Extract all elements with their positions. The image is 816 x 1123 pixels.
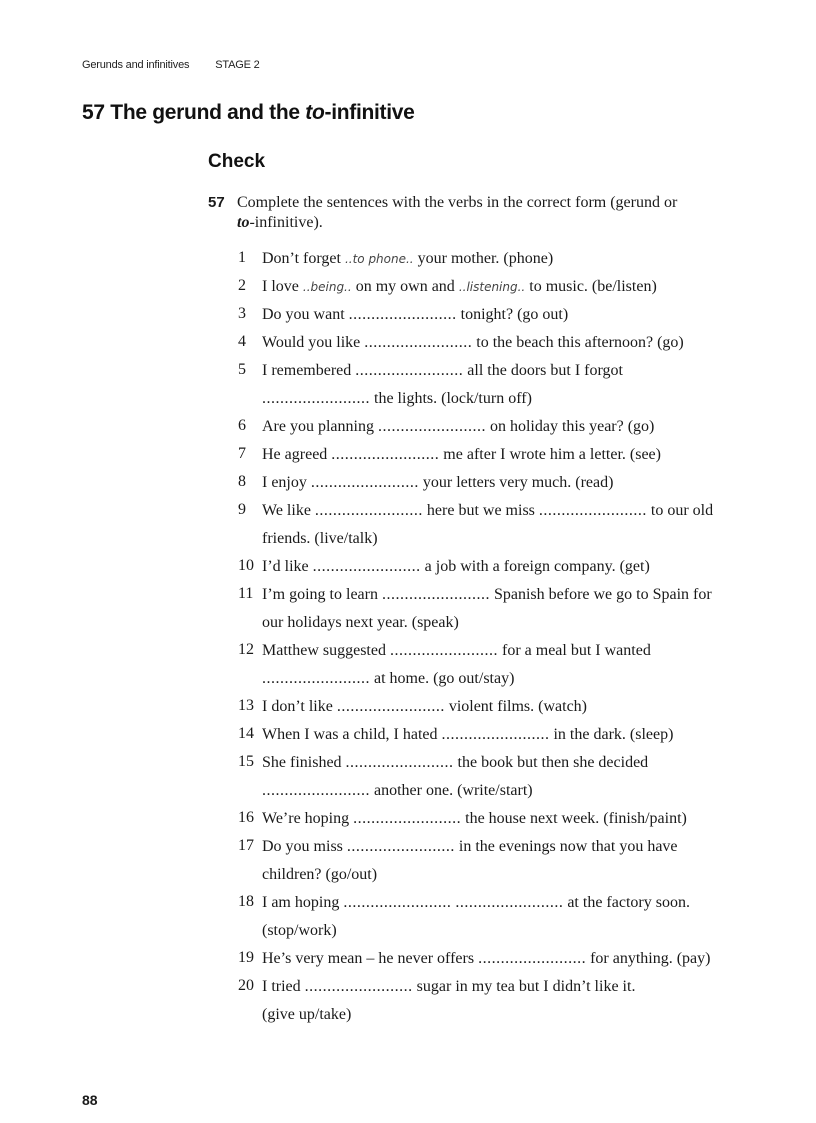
item-text: for anything. (pay) [586,950,711,967]
item-text: I love [262,278,303,295]
item-text: in the dark. (sleep) [549,726,674,743]
item-number: 13 [238,697,254,714]
answer-blank: ........................ [364,334,473,351]
exercise-item [238,893,758,949]
item-text: I’m going to learn [262,586,382,603]
item-text: the lights. (lock/turn off) [370,390,532,407]
answer-blank: ........................ [304,978,413,995]
answer-blank: ........................ [538,502,647,519]
handwritten-answer: ..listening.. [458,280,526,294]
item-text: at the factory soon. [563,894,690,911]
exercise-item [238,837,758,893]
exercise-number: 57 [208,194,225,211]
item-number: 7 [238,445,246,462]
answer-blank: ........................ [455,894,564,911]
item-text: your letters very much. (read) [418,474,614,491]
item-line [262,333,758,361]
item-text: I’d like [262,558,313,575]
item-number: 10 [238,557,254,574]
answer-blank: ........................ [381,586,490,603]
item-text: Matthew suggested [262,642,390,659]
item-number: 20 [238,977,254,994]
item-text: on holiday this year? (go) [485,418,655,435]
answer-blank: ........................ [478,950,587,967]
instruction-line1: Complete the sentences with the verbs in the correct form (gerund or [237,194,678,211]
answer-blank: ........................ [353,810,462,827]
item-text: I remembered [262,362,356,379]
item-number: 4 [238,333,246,350]
item-line [262,837,758,865]
item-number: 18 [238,893,254,910]
exercise-item [238,949,758,977]
item-text: Are you planning [262,418,378,435]
item-text: friends. (live/talk) [262,530,378,547]
item-text: tonight? (go out) [456,306,569,323]
item-line [262,305,758,333]
header-section: Gerunds and infinitives [82,59,190,71]
answer-blank: ........................ [312,558,421,575]
item-text: another one. (write/start) [370,782,533,799]
exercise-item [238,557,758,585]
item-line [262,921,758,949]
exercise-items [238,249,758,1033]
item-number: 6 [238,417,246,434]
exercise-item [238,585,758,641]
item-line [262,1005,758,1033]
exercise-item [238,473,758,501]
item-text: I enjoy [262,474,311,491]
item-number: 8 [238,473,246,490]
item-number: 14 [238,725,254,742]
item-line [262,529,758,557]
item-text: all the doors but I forgot [463,362,623,379]
item-line [262,865,758,893]
item-line [262,613,758,641]
item-line [262,473,758,501]
item-text: sugar in my tea but I didn’t like it. [412,978,636,995]
exercise-item [238,361,758,417]
item-text: your mother. (phone) [413,250,554,267]
item-text: at home. (go out/stay) [370,670,515,687]
item-number: 16 [238,809,254,826]
item-number: 15 [238,753,254,770]
item-line [262,949,758,977]
answer-blank: ........................ [262,782,370,799]
exercise-item [238,445,758,473]
item-number: 17 [238,837,254,854]
answer-blank: ........................ [345,754,454,771]
item-number: 19 [238,949,254,966]
exercise-item [238,753,758,809]
answer-blank: ........................ [262,670,370,687]
item-text: I tried [262,978,305,995]
title-suffix: -infinitive [324,101,415,124]
exercise-instruction [208,193,728,233]
item-text: (give up/take) [262,1006,352,1023]
instruction-text [237,193,728,233]
item-number: 5 [238,361,246,378]
item-line [262,697,758,725]
item-number: 9 [238,501,246,518]
exercise-item [238,501,758,557]
answer-blank: ........................ [346,838,455,855]
item-line [262,445,758,473]
item-text: the house next week. (finish/paint) [461,810,687,827]
item-number: 2 [238,277,246,294]
item-line [262,641,758,669]
running-header [82,59,260,71]
title-prefix: 57 The gerund and the [82,101,306,124]
item-line [262,417,758,445]
item-line [262,977,758,1005]
handwritten-answer: ..to phone.. [344,252,414,266]
page-number: 88 [82,1092,98,1108]
page-title [82,101,415,125]
exercise-item [238,641,758,697]
item-text: in the evenings now that you have [454,838,678,855]
item-line [262,277,758,305]
item-text: Spanish before we go to Spain for [489,586,712,603]
item-text: children? (go/out) [262,866,378,883]
item-text: We’re hoping [262,810,354,827]
item-text: We like [262,502,315,519]
item-text: to music. (be/listen) [525,278,657,295]
item-line [262,389,758,417]
item-text: I am hoping [262,894,344,911]
item-number: 3 [238,305,246,322]
item-text: our holidays next year. (speak) [262,614,459,631]
header-stage: STAGE 2 [215,59,260,71]
title-italic: to [305,101,325,124]
exercise-item [238,249,758,277]
item-line [262,585,758,613]
item-text: Would you like [262,334,365,351]
item-line [262,781,758,809]
exercise-item [238,809,758,837]
item-text: to our old [646,502,714,519]
item-text: He’s very mean – he never offers [262,950,479,967]
instruction-line2: -infinitive). [249,214,323,231]
item-text: me after I wrote him a letter. (see) [439,446,661,463]
answer-blank: ........................ [310,474,419,491]
item-text: on my own and [351,278,459,295]
item-text: I don’t like [262,698,337,715]
answer-blank: ........................ [262,390,370,407]
item-text: for a meal but I wanted [497,642,651,659]
answer-blank: ........................ [441,726,550,743]
item-line [262,753,758,781]
item-line [262,361,758,389]
item-line [262,249,758,277]
item-line [262,725,758,753]
answer-blank: ........................ [343,894,452,911]
exercise-item [238,417,758,445]
answer-blank: ........................ [314,502,423,519]
instruction-italic: to [237,214,250,231]
exercise-item [238,725,758,753]
item-number: 12 [238,641,254,658]
item-text: here but we miss [422,502,539,519]
answer-blank: ........................ [355,362,464,379]
item-text: When I was a child, I hated [262,726,442,743]
item-line [262,893,758,921]
item-line [262,557,758,585]
item-line [262,809,758,837]
item-text: violent films. (watch) [444,698,587,715]
item-text: to the beach this afternoon? (go) [472,334,684,351]
exercise-item [238,333,758,361]
item-text: Do you miss [262,838,347,855]
item-text: (stop/work) [262,922,337,939]
answer-blank: ........................ [331,446,440,463]
item-number: 1 [238,249,246,266]
item-number: 11 [238,585,254,602]
exercise-item [238,977,758,1033]
exercise-item [238,277,758,305]
item-text: She finished [262,754,346,771]
check-heading: Check [208,151,266,172]
item-text: Do you want [262,306,349,323]
item-text: a job with a foreign company. (get) [420,558,650,575]
item-line [262,501,758,529]
item-text: the book but then she decided [453,754,649,771]
exercise-item [238,305,758,333]
exercise-item [238,697,758,725]
answer-blank: ........................ [377,418,486,435]
handwritten-answer: ..being.. [302,280,352,294]
item-line [262,669,758,697]
answer-blank: ........................ [348,306,457,323]
item-text: Don’t forget [262,250,345,267]
item-text: He agreed [262,446,332,463]
answer-blank: ........................ [389,642,498,659]
answer-blank: ........................ [336,698,445,715]
